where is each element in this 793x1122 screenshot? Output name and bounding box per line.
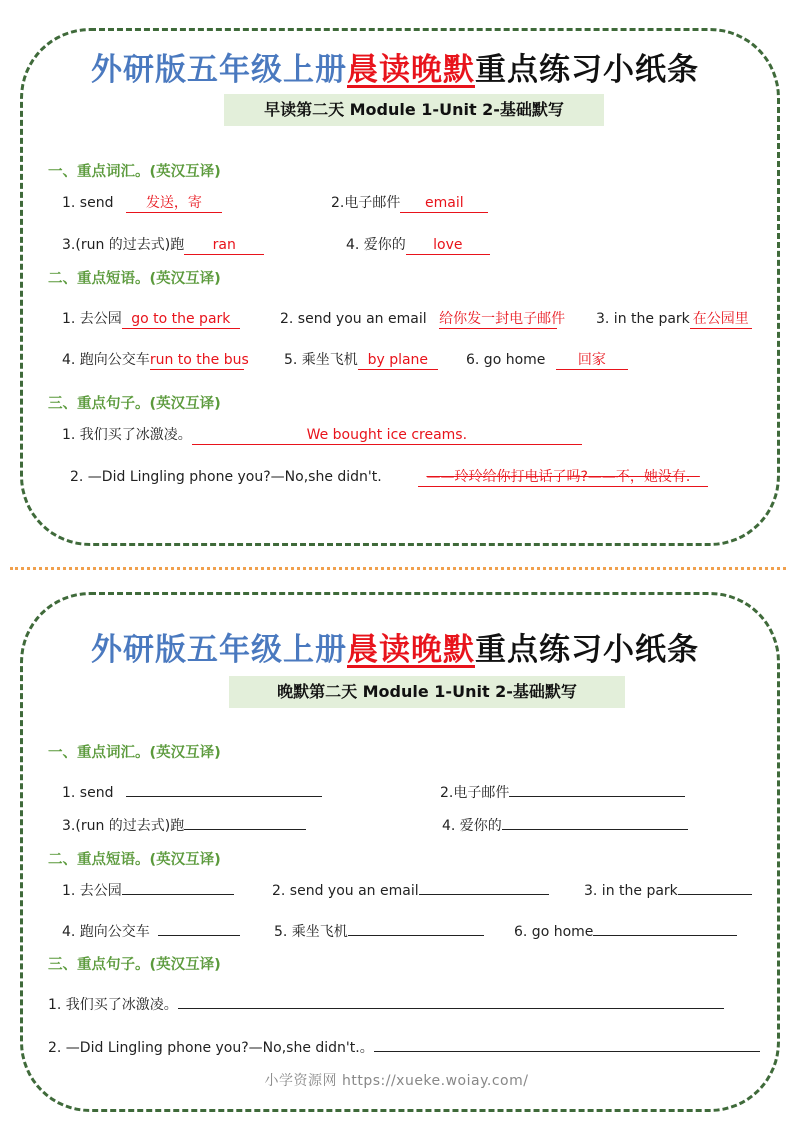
morning-section-sentences: 三、重点句子。(英汉互译) <box>48 396 221 412</box>
phrase-blank[interactable] <box>122 894 234 895</box>
phrase-label: 6. go home <box>514 924 594 940</box>
sentence-label: 2. —Did Lingling phone you?—No,she didn't.。 <box>48 1040 374 1056</box>
phrase-label: 2. send you an email <box>280 311 427 327</box>
evening-vocab-2 <box>440 783 685 803</box>
phrase-label: 4. 跑向公交车 <box>62 352 150 368</box>
morning-title <box>15 44 775 89</box>
morning-vocab-4 <box>346 235 490 255</box>
phrase-label: 5. 乘坐飞机 <box>274 924 348 940</box>
evening-title-red: 晨读晚默 <box>347 632 475 668</box>
phrase-label: 1. 去公园 <box>62 883 122 899</box>
evening-vocab-3 <box>62 816 306 836</box>
phrase-label: 5. 乘坐飞机 <box>284 352 358 368</box>
morning-title-blue: 外研版五年级上册 <box>91 52 347 88</box>
evening-title-blue: 外研版五年级上册 <box>91 632 347 668</box>
phrase-answer: 给你发一封电子邮件 <box>439 311 566 327</box>
evening-phrase-6 <box>514 922 737 942</box>
morning-subtitle: 早读第二天 Module 1-Unit 2-基础默写 <box>224 94 604 126</box>
phrase-blank[interactable] <box>678 894 752 895</box>
vocab-label: 2.电子邮件 <box>331 195 401 211</box>
sentence-label: 1. 我们买了冰激凌。 <box>48 997 178 1013</box>
vocab-label: 1. send <box>62 195 114 211</box>
phrase-label: 1. 去公园 <box>62 311 122 327</box>
evening-section-phrases: 二、重点短语。(英汉互译) <box>48 852 221 868</box>
vocab-label: 4. 爱你的 <box>346 237 406 253</box>
morning-section-phrases: 二、重点短语。(英汉互译) <box>48 271 221 287</box>
evening-section-vocab: 一、重点词汇。(英汉互译) <box>48 745 221 761</box>
morning-phrase-1 <box>62 309 240 329</box>
morning-title-black: 重点练习小纸条 <box>475 52 699 88</box>
morning-vocab-3 <box>62 235 264 255</box>
vocab-answer: email <box>400 195 488 213</box>
vocab-label: 2.电子邮件 <box>440 785 510 801</box>
phrase-blank[interactable] <box>158 935 240 936</box>
evening-phrase-4 <box>62 922 240 942</box>
sentence-blank[interactable] <box>178 1008 724 1009</box>
footer-source: 小学资源网 https://xueke.woiay.com/ <box>264 1073 529 1089</box>
vocab-blank[interactable] <box>502 829 688 830</box>
phrase-label: 2. send you an email <box>272 883 419 899</box>
phrase-label: 3. in the park <box>596 311 690 327</box>
morning-section-vocab: 一、重点词汇。(英汉互译) <box>48 164 221 180</box>
card-separator <box>10 567 786 570</box>
vocab-label: 4. 爱你的 <box>442 818 502 834</box>
sentence-answer: We bought ice creams. <box>192 427 582 445</box>
sentence-label: 1. 我们买了冰激凌。 <box>62 427 192 443</box>
phrase-blank[interactable] <box>593 935 737 936</box>
vocab-label: 3.(run 的过去式)跑 <box>62 237 185 253</box>
evening-phrase-3 <box>584 881 752 901</box>
evening-title <box>15 624 775 669</box>
vocab-blank[interactable] <box>184 829 306 830</box>
sentence-label: 2. —Did Lingling phone you?—No,she didn't. <box>70 469 382 485</box>
vocab-blank[interactable] <box>126 796 322 797</box>
phrase-blank[interactable] <box>348 935 484 936</box>
morning-phrase-5 <box>284 350 438 370</box>
morning-sentence-2 <box>70 467 708 487</box>
phrase-answer: 回家 <box>556 352 628 370</box>
evening-sentence-2 <box>48 1038 760 1058</box>
phrase-label: 6. go home <box>466 352 546 368</box>
evening-vocab-1 <box>62 783 322 803</box>
phrase-answer: go to the park <box>122 311 240 329</box>
sentence-blank[interactable] <box>374 1051 760 1052</box>
morning-sentence-1 <box>62 425 582 445</box>
vocab-answer: love <box>406 237 490 255</box>
morning-vocab-2 <box>331 193 488 213</box>
phrase-answer: 在公园里 <box>690 311 752 329</box>
sentence-answer: ——玲玲给你打电话了吗?——不，她没有． <box>418 469 708 487</box>
evening-phrase-5 <box>274 922 484 942</box>
vocab-answer: ran <box>184 237 264 255</box>
morning-phrase-4 <box>62 350 249 370</box>
morning-phrase-3 <box>596 309 752 329</box>
evening-subtitle: 晚默第二天 Module 1-Unit 2-基础默写 <box>229 676 625 708</box>
vocab-label: 3.(run 的过去式)跑 <box>62 818 185 834</box>
vocab-blank[interactable] <box>509 796 685 797</box>
morning-title-red: 晨读晚默 <box>347 52 475 88</box>
vocab-answer: 发送，寄 <box>126 195 222 213</box>
evening-title-black: 重点练习小纸条 <box>475 632 699 668</box>
evening-vocab-4 <box>442 816 688 836</box>
morning-vocab-1 <box>62 193 222 213</box>
phrase-label: 3. in the park <box>584 883 678 899</box>
phrase-blank[interactable] <box>419 894 549 895</box>
morning-phrase-6 <box>466 350 628 370</box>
phrase-answer: run to the bus <box>149 352 249 368</box>
morning-phrase-2 <box>280 309 566 329</box>
evening-phrase-2 <box>272 881 549 901</box>
phrase-label: 4. 跑向公交车 <box>62 924 150 940</box>
evening-section-sentences: 三、重点句子。(英汉互译) <box>48 957 221 973</box>
phrase-answer: by plane <box>358 352 438 370</box>
vocab-label: 1. send <box>62 785 114 801</box>
evening-phrase-1 <box>62 881 234 901</box>
evening-sentence-1 <box>48 995 724 1015</box>
